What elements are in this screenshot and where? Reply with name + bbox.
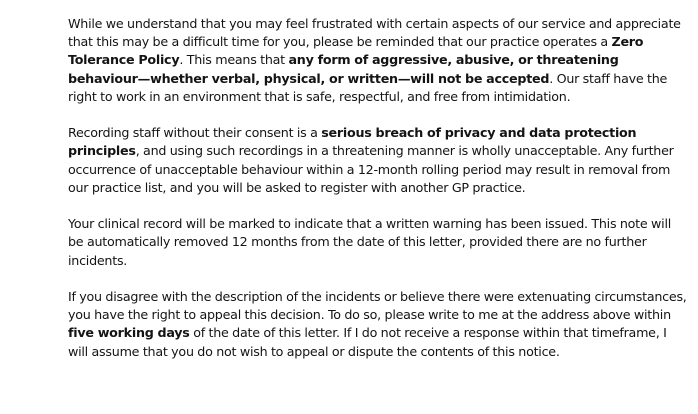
text-run: of the date of this letter. If I do not receive a response within that timeframe, I will assume that you do not wish to appeal or dispute the contents of this notice. (68, 325, 667, 359)
text-run: If you disagree with the description of the incidents or believe there were extenuating circumstances, you have the right to appeal this decision. To do so, please write to me at the address above within (68, 289, 687, 323)
bold-text-run: any form of aggressive, abusive, or threatening behaviour—whether verbal, physical, or written—will not be accepted (68, 52, 619, 86)
text-run: . This means that (179, 52, 289, 68)
paragraph-zero-tolerance (68, 15, 688, 106)
text-run: . Our staff have the right to work in an environment that is safe, respectful, and free from intimidation. (68, 70, 668, 104)
paragraph-recording-staff (68, 124, 688, 197)
bold-text-run: serious breach of privacy and data protection principles (68, 125, 637, 159)
paragraph-clinical-record (68, 215, 688, 270)
paragraph-appeal (68, 288, 688, 361)
bold-text-run: Zero Tolerance Policy (68, 34, 644, 68)
text-run: , and using such recordings in a threatening manner is wholly unacceptable. Any further occurrence of unacceptable behaviour within a 12-month rolling period may result in removal from our practice list, and you will be asked to register with another GP practice. (68, 143, 674, 195)
text-run: While we understand that you may feel frustrated with certain aspects of our service and appreciate that this may be a difficult time for you, please be reminded that our practice operates a (68, 16, 681, 50)
text-run: Recording staff without their consent is a (68, 125, 322, 141)
text-run: Your clinical record will be marked to indicate that a written warning has been issued. This note will be automatically removed 12 months from the date of this letter, provided there are no further incidents. (68, 216, 672, 268)
bold-text-run: five working days (68, 325, 190, 341)
